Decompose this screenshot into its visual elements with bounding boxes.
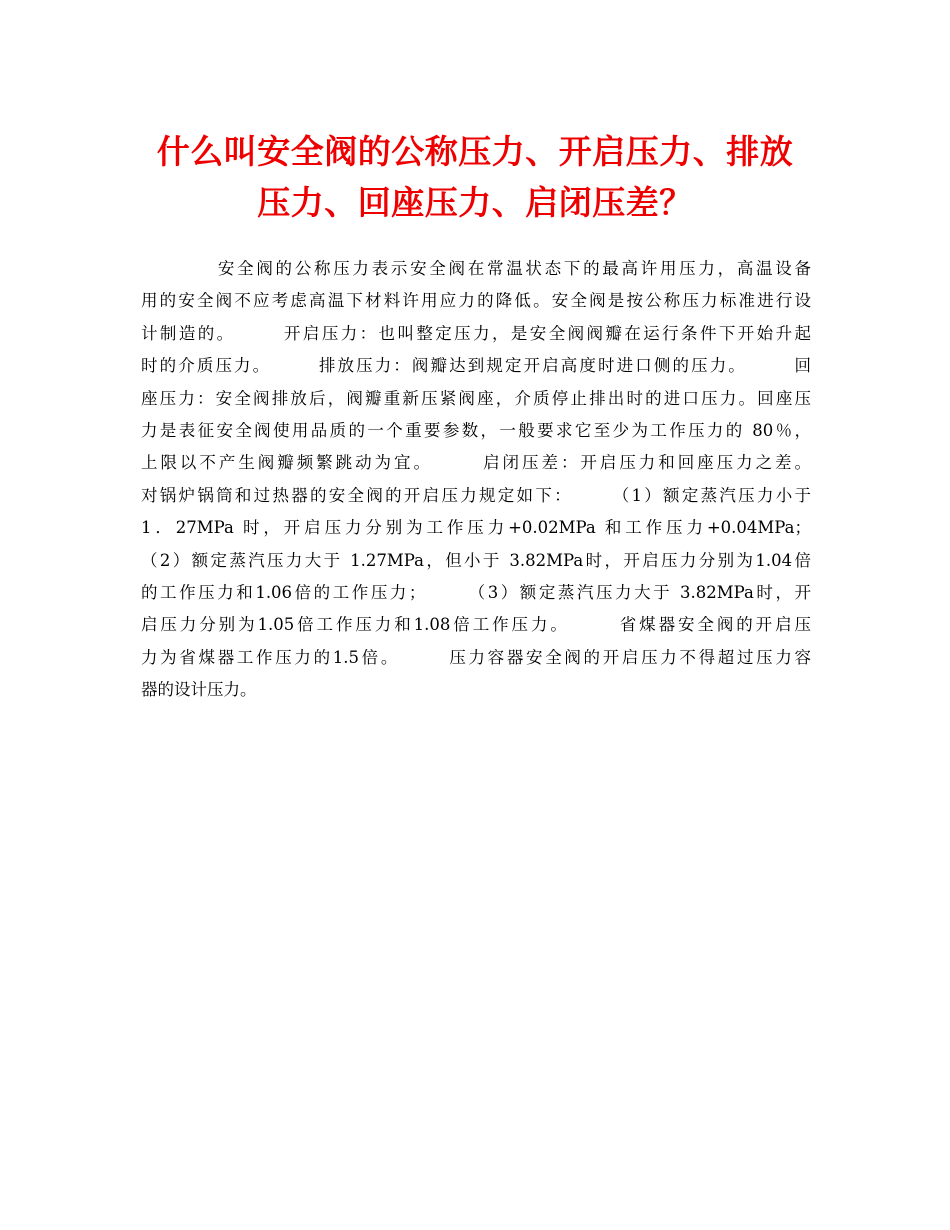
body-line-10: （2）额定蒸汽压力大于 1.27MPa，但小于 3.82MPa时，开启压力分别为1.04倍 — [141, 550, 811, 570]
document-title — [140, 126, 810, 228]
body-line-7: 上限以不产生阀瓣频繁跳动为宜。 启闭压差：开启压力和回座压力之差。 — [141, 453, 811, 473]
body-line-1: 安全阀的公称压力表示安全阀在常温状态下的最高许用压力，高温设备 — [141, 259, 811, 278]
title-line-1: 什么叫安全阀的公称压力、开启压力、排放 — [156, 132, 794, 171]
body-line-8: 对锅炉锅筒和过热器的安全阀的开启压力规定如下： （1）额定蒸汽压力小于 — [141, 485, 811, 505]
body-line-13: 力为省煤器工作压力的1.5倍。 压力容器安全阀的开启压力不得超过压力容 — [141, 647, 811, 667]
body-line-2: 用的安全阀不应考虑高温下材料许用应力的降低。安全阀是按公称压力标准进行设 — [141, 291, 811, 311]
body-line-11: 的工作压力和1.06倍的工作压力； （3）额定蒸汽压力大于 3.82MPa时，开 — [141, 583, 811, 603]
body-line-4: 时的介质压力。 排放压力：阀瓣达到规定开启高度时进口侧的压力。 回 — [141, 356, 811, 376]
body-line-6: 力是表征安全阀使用品质的一个重要参数，一般要求它至少为工作压力的 80％， — [141, 421, 811, 441]
body-line-12: 启压力分别为1.05倍工作压力和1.08倍工作压力。 省煤器安全阀的开启压 — [141, 615, 811, 635]
body-line-3: 计制造的。 开启压力：也叫整定压力，是安全阀阀瓣在运行条件下开始升起 — [141, 323, 811, 343]
body-line-9: 1．27MPa 时，开启压力分别为工作压力+0.02MPa 和工作压力+0.04MPa； — [141, 518, 811, 538]
document-body — [141, 253, 811, 707]
body-line-5: 座压力：安全阀排放后，阀瓣重新压紧阀座，介质停止排出时的进口压力。回座压 — [141, 388, 811, 408]
body-line-14: 器的设计压力。 — [141, 680, 257, 700]
title-line-2: 压力、回座压力、启闭压差？ — [257, 183, 693, 222]
